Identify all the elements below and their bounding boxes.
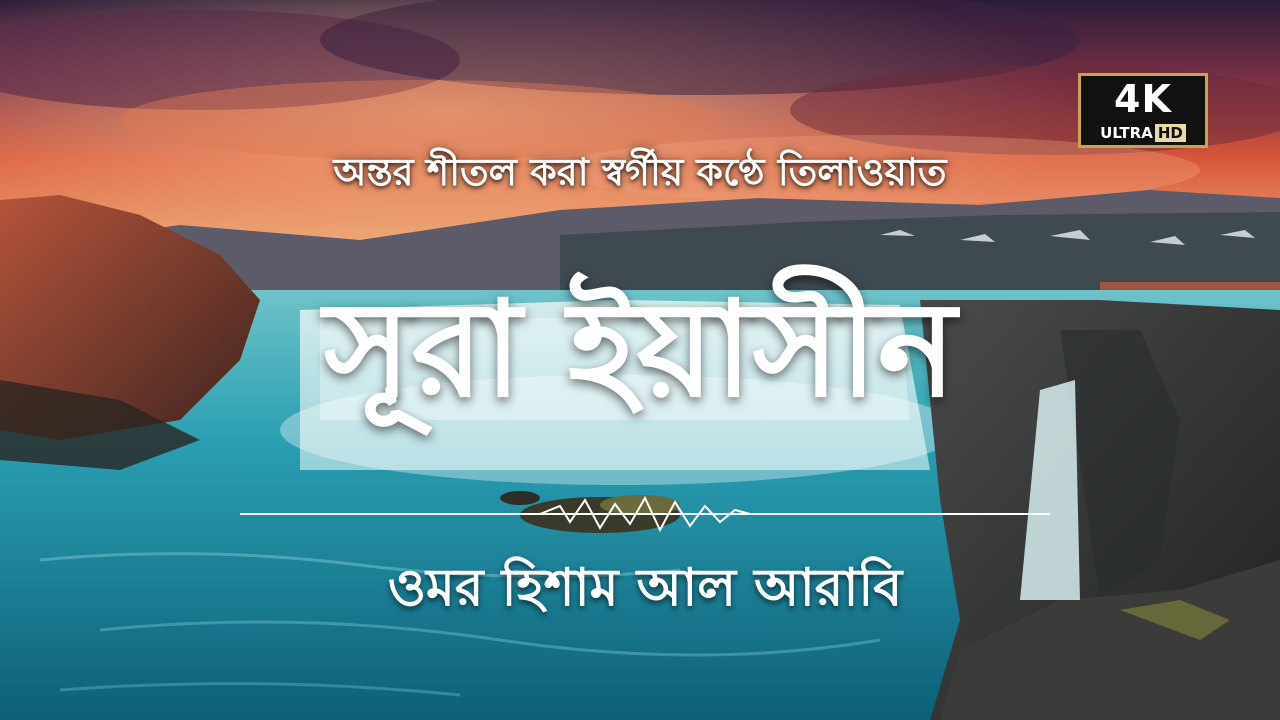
divider-line xyxy=(240,496,1050,532)
reciter-name: ওমর হিশাম আল আরাবি xyxy=(387,558,903,618)
badge-resolution: 4K xyxy=(1114,77,1172,121)
subtitle-text: অন্তর শীতল করা স্বর্গীয় কণ্ঠে তিলাওয়াত xyxy=(333,150,947,194)
surah-title: সূরা ইয়াসীন xyxy=(323,273,957,427)
badge-hd: HD xyxy=(1155,124,1186,142)
badge-ultra: ULTRA xyxy=(1100,124,1153,142)
4k-ultra-hd-badge xyxy=(1078,73,1208,148)
